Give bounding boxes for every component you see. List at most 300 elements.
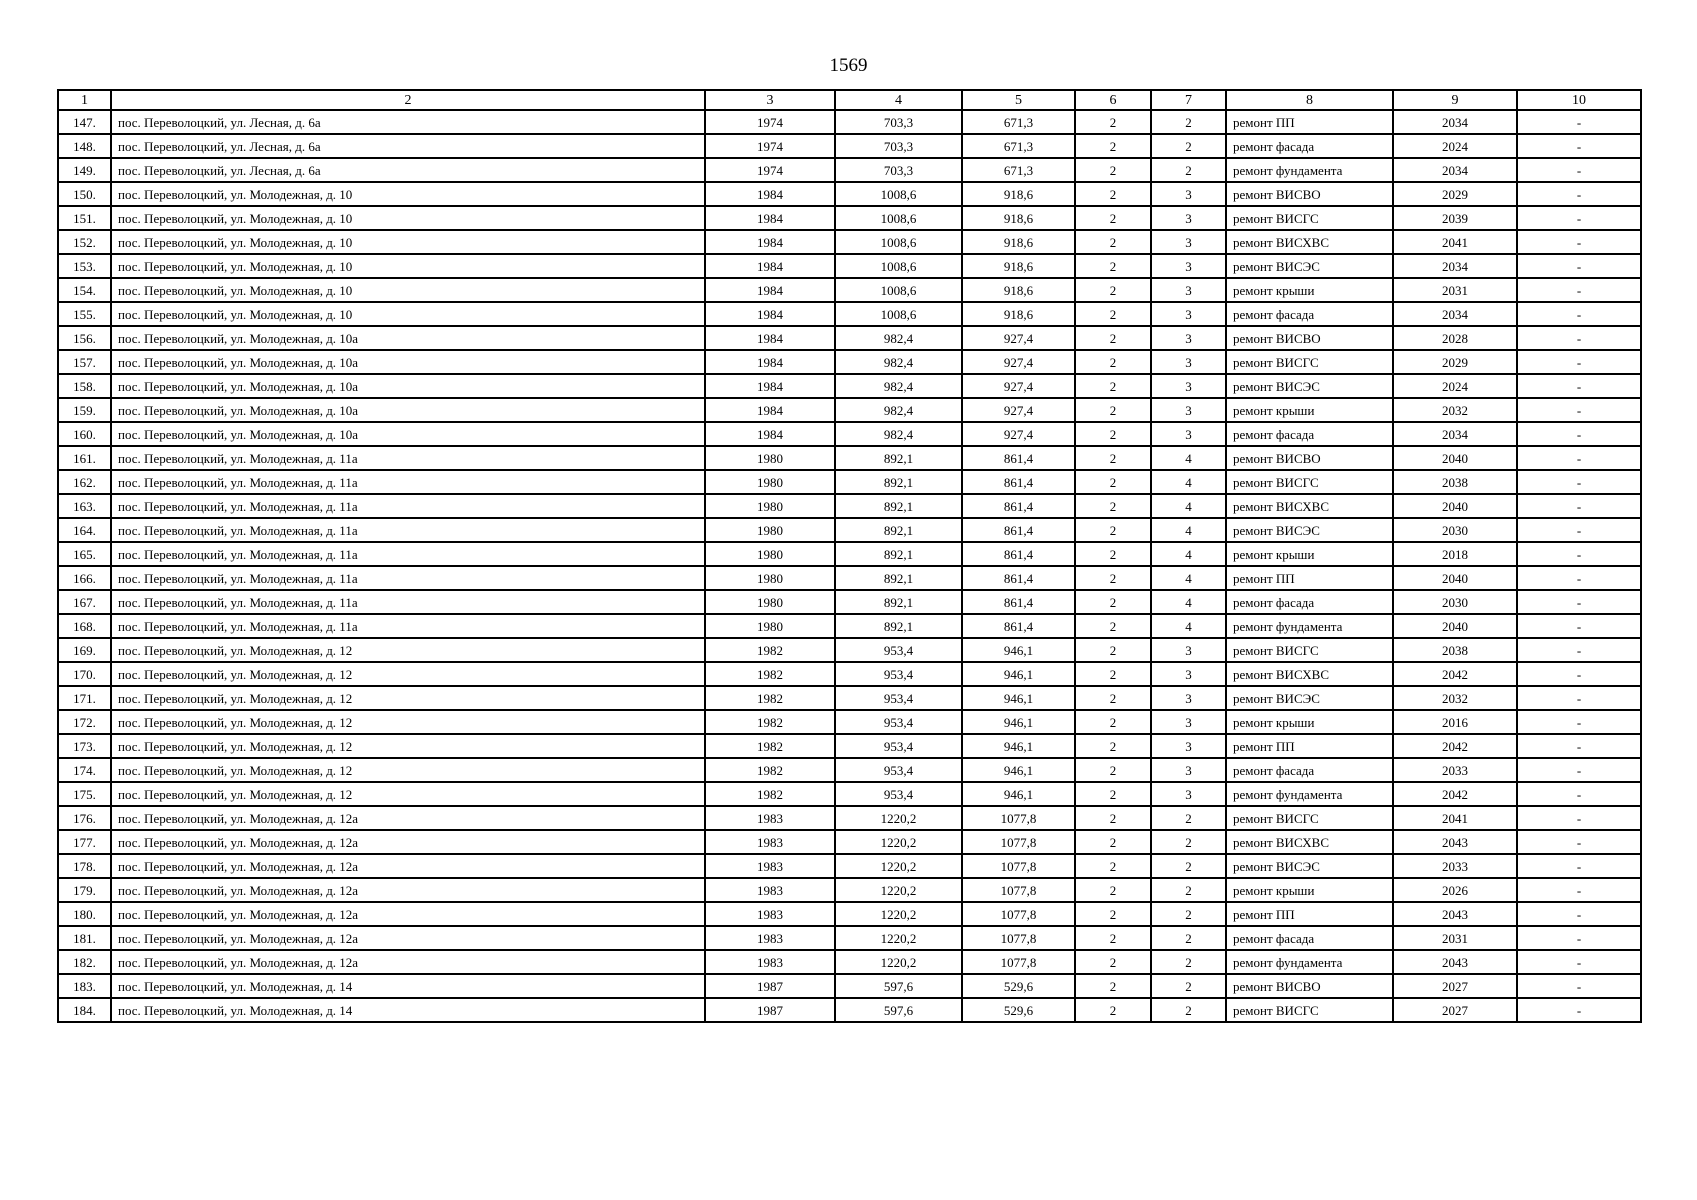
work-type-cell: ремонт ВИСЭС — [1226, 686, 1393, 710]
living-area-cell: 861,4 — [962, 566, 1075, 590]
planned-year-cell: 2028 — [1393, 326, 1517, 350]
work-type-cell: ремонт ВИСХВС — [1226, 230, 1393, 254]
work-type-cell: ремонт крыши — [1226, 398, 1393, 422]
entrances-cell: 3 — [1151, 374, 1226, 398]
floors-cell: 2 — [1075, 878, 1151, 902]
address-cell: пос. Переволоцкий, ул. Молодежная, д. 11а — [111, 614, 705, 638]
floors-cell: 2 — [1075, 782, 1151, 806]
note-cell: - — [1517, 662, 1641, 686]
table-row — [58, 518, 1641, 542]
entrances-cell: 2 — [1151, 830, 1226, 854]
note-cell: - — [1517, 614, 1641, 638]
entrances-cell: 2 — [1151, 926, 1226, 950]
table-body — [58, 110, 1641, 1022]
year-cell: 1984 — [705, 206, 835, 230]
planned-year-cell: 2038 — [1393, 470, 1517, 494]
planned-year-cell: 2042 — [1393, 782, 1517, 806]
work-type-cell: ремонт ВИСГС — [1226, 998, 1393, 1022]
address-cell: пос. Переволоцкий, ул. Молодежная, д. 11а — [111, 518, 705, 542]
planned-year-cell: 2031 — [1393, 926, 1517, 950]
floors-cell: 2 — [1075, 758, 1151, 782]
year-cell: 1980 — [705, 542, 835, 566]
address-cell: пос. Переволоцкий, ул. Молодежная, д. 12 — [111, 758, 705, 782]
row-number-cell: 160. — [58, 422, 111, 446]
year-cell: 1984 — [705, 230, 835, 254]
address-cell: пос. Переволоцкий, ул. Молодежная, д. 12 — [111, 734, 705, 758]
entrances-cell: 3 — [1151, 302, 1226, 326]
work-type-cell: ремонт ВИСЭС — [1226, 374, 1393, 398]
entrances-cell: 2 — [1151, 134, 1226, 158]
note-cell: - — [1517, 182, 1641, 206]
year-cell: 1983 — [705, 854, 835, 878]
address-cell: пос. Переволоцкий, ул. Молодежная, д. 11а — [111, 542, 705, 566]
floors-cell: 2 — [1075, 398, 1151, 422]
row-number-cell: 176. — [58, 806, 111, 830]
note-cell: - — [1517, 230, 1641, 254]
floors-cell: 2 — [1075, 686, 1151, 710]
year-cell: 1983 — [705, 830, 835, 854]
year-cell: 1983 — [705, 806, 835, 830]
floors-cell: 2 — [1075, 230, 1151, 254]
living-area-cell: 927,4 — [962, 374, 1075, 398]
work-type-cell: ремонт ВИСЭС — [1226, 854, 1393, 878]
year-cell: 1980 — [705, 614, 835, 638]
living-area-cell: 861,4 — [962, 518, 1075, 542]
table-row — [58, 878, 1641, 902]
living-area-cell: 927,4 — [962, 422, 1075, 446]
note-cell: - — [1517, 806, 1641, 830]
work-type-cell: ремонт крыши — [1226, 878, 1393, 902]
total-area-cell: 892,1 — [835, 518, 962, 542]
living-area-cell: 861,4 — [962, 494, 1075, 518]
table-row — [58, 974, 1641, 998]
total-area-cell: 953,4 — [835, 758, 962, 782]
entrances-cell: 3 — [1151, 230, 1226, 254]
row-number-cell: 167. — [58, 590, 111, 614]
planned-year-cell: 2033 — [1393, 758, 1517, 782]
note-cell: - — [1517, 686, 1641, 710]
repair-schedule-table — [57, 89, 1642, 1023]
year-cell: 1983 — [705, 950, 835, 974]
year-cell: 1987 — [705, 998, 835, 1022]
living-area-cell: 946,1 — [962, 734, 1075, 758]
living-area-cell: 918,6 — [962, 278, 1075, 302]
note-cell: - — [1517, 878, 1641, 902]
planned-year-cell: 2029 — [1393, 350, 1517, 374]
living-area-cell: 529,6 — [962, 998, 1075, 1022]
floors-cell: 2 — [1075, 998, 1151, 1022]
row-number-cell: 168. — [58, 614, 111, 638]
planned-year-cell: 2042 — [1393, 734, 1517, 758]
floors-cell: 2 — [1075, 446, 1151, 470]
note-cell: - — [1517, 518, 1641, 542]
row-number-cell: 165. — [58, 542, 111, 566]
living-area-cell: 946,1 — [962, 662, 1075, 686]
total-area-cell: 597,6 — [835, 998, 962, 1022]
row-number-cell: 180. — [58, 902, 111, 926]
row-number-cell: 154. — [58, 278, 111, 302]
floors-cell: 2 — [1075, 470, 1151, 494]
living-area-cell: 946,1 — [962, 638, 1075, 662]
year-cell: 1982 — [705, 662, 835, 686]
address-cell: пос. Переволоцкий, ул. Молодежная, д. 10 — [111, 254, 705, 278]
year-cell: 1982 — [705, 734, 835, 758]
planned-year-cell: 2038 — [1393, 638, 1517, 662]
living-area-cell: 927,4 — [962, 398, 1075, 422]
table-row — [58, 734, 1641, 758]
planned-year-cell: 2042 — [1393, 662, 1517, 686]
row-number-cell: 150. — [58, 182, 111, 206]
work-type-cell: ремонт ПП — [1226, 566, 1393, 590]
address-cell: пос. Переволоцкий, ул. Лесная, д. 6а — [111, 158, 705, 182]
floors-cell: 2 — [1075, 542, 1151, 566]
table-row — [58, 422, 1641, 446]
entrances-cell: 3 — [1151, 782, 1226, 806]
planned-year-cell: 2030 — [1393, 590, 1517, 614]
address-cell: пос. Переволоцкий, ул. Молодежная, д. 14 — [111, 998, 705, 1022]
row-number-cell: 170. — [58, 662, 111, 686]
floors-cell: 2 — [1075, 902, 1151, 926]
address-cell: пос. Переволоцкий, ул. Молодежная, д. 10а — [111, 350, 705, 374]
work-type-cell: ремонт крыши — [1226, 278, 1393, 302]
row-number-cell: 164. — [58, 518, 111, 542]
floors-cell: 2 — [1075, 974, 1151, 998]
note-cell: - — [1517, 974, 1641, 998]
work-type-cell: ремонт ВИСВО — [1226, 974, 1393, 998]
note-cell: - — [1517, 710, 1641, 734]
total-area-cell: 1008,6 — [835, 278, 962, 302]
year-cell: 1982 — [705, 782, 835, 806]
table-row — [58, 806, 1641, 830]
total-area-cell: 892,1 — [835, 542, 962, 566]
header-cell-6: 6 — [1075, 90, 1151, 110]
floors-cell: 2 — [1075, 350, 1151, 374]
note-cell: - — [1517, 734, 1641, 758]
table-row — [58, 926, 1641, 950]
address-cell: пос. Переволоцкий, ул. Молодежная, д. 12а — [111, 878, 705, 902]
work-type-cell: ремонт ВИСГС — [1226, 806, 1393, 830]
table-row — [58, 614, 1641, 638]
total-area-cell: 953,4 — [835, 686, 962, 710]
total-area-cell: 982,4 — [835, 398, 962, 422]
work-type-cell: ремонт ВИСГС — [1226, 470, 1393, 494]
year-cell: 1984 — [705, 302, 835, 326]
work-type-cell: ремонт крыши — [1226, 710, 1393, 734]
total-area-cell: 1220,2 — [835, 806, 962, 830]
living-area-cell: 1077,8 — [962, 878, 1075, 902]
floors-cell: 2 — [1075, 494, 1151, 518]
year-cell: 1982 — [705, 710, 835, 734]
floors-cell: 2 — [1075, 374, 1151, 398]
floors-cell: 2 — [1075, 422, 1151, 446]
living-area-cell: 671,3 — [962, 110, 1075, 134]
entrances-cell: 3 — [1151, 398, 1226, 422]
total-area-cell: 892,1 — [835, 446, 962, 470]
table-row — [58, 350, 1641, 374]
total-area-cell: 982,4 — [835, 350, 962, 374]
planned-year-cell: 2040 — [1393, 566, 1517, 590]
note-cell: - — [1517, 134, 1641, 158]
total-area-cell: 703,3 — [835, 158, 962, 182]
row-number-cell: 174. — [58, 758, 111, 782]
year-cell: 1983 — [705, 902, 835, 926]
entrances-cell: 4 — [1151, 590, 1226, 614]
work-type-cell: ремонт фундамента — [1226, 950, 1393, 974]
work-type-cell: ремонт ВИСЭС — [1226, 254, 1393, 278]
row-number-cell: 162. — [58, 470, 111, 494]
entrances-cell: 4 — [1151, 542, 1226, 566]
address-cell: пос. Переволоцкий, ул. Молодежная, д. 10 — [111, 182, 705, 206]
total-area-cell: 953,4 — [835, 782, 962, 806]
year-cell: 1984 — [705, 278, 835, 302]
living-area-cell: 861,4 — [962, 470, 1075, 494]
row-number-cell: 178. — [58, 854, 111, 878]
living-area-cell: 1077,8 — [962, 830, 1075, 854]
table-row — [58, 374, 1641, 398]
table-row — [58, 326, 1641, 350]
floors-cell: 2 — [1075, 950, 1151, 974]
entrances-cell: 3 — [1151, 710, 1226, 734]
work-type-cell: ремонт фундамента — [1226, 782, 1393, 806]
note-cell: - — [1517, 326, 1641, 350]
total-area-cell: 1008,6 — [835, 182, 962, 206]
table-row — [58, 902, 1641, 926]
header-cell-1: 1 — [58, 90, 111, 110]
row-number-cell: 153. — [58, 254, 111, 278]
row-number-cell: 184. — [58, 998, 111, 1022]
planned-year-cell: 2030 — [1393, 518, 1517, 542]
work-type-cell: ремонт ПП — [1226, 902, 1393, 926]
living-area-cell: 861,4 — [962, 446, 1075, 470]
year-cell: 1980 — [705, 470, 835, 494]
total-area-cell: 953,4 — [835, 710, 962, 734]
entrances-cell: 2 — [1151, 974, 1226, 998]
row-number-cell: 149. — [58, 158, 111, 182]
total-area-cell: 1220,2 — [835, 830, 962, 854]
floors-cell: 2 — [1075, 182, 1151, 206]
planned-year-cell: 2027 — [1393, 974, 1517, 998]
table-row — [58, 590, 1641, 614]
total-area-cell: 1220,2 — [835, 878, 962, 902]
address-cell: пос. Переволоцкий, ул. Молодежная, д. 12 — [111, 782, 705, 806]
work-type-cell: ремонт ВИСВО — [1226, 446, 1393, 470]
living-area-cell: 946,1 — [962, 758, 1075, 782]
table-row — [58, 686, 1641, 710]
planned-year-cell: 2016 — [1393, 710, 1517, 734]
work-type-cell: ремонт крыши — [1226, 542, 1393, 566]
row-number-cell: 152. — [58, 230, 111, 254]
note-cell: - — [1517, 638, 1641, 662]
work-type-cell: ремонт фасада — [1226, 926, 1393, 950]
table-row — [58, 254, 1641, 278]
total-area-cell: 892,1 — [835, 566, 962, 590]
table-row — [58, 782, 1641, 806]
floors-cell: 2 — [1075, 278, 1151, 302]
work-type-cell: ремонт фасада — [1226, 134, 1393, 158]
table-row — [58, 398, 1641, 422]
work-type-cell: ремонт фундамента — [1226, 158, 1393, 182]
living-area-cell: 861,4 — [962, 614, 1075, 638]
entrances-cell: 4 — [1151, 494, 1226, 518]
living-area-cell: 946,1 — [962, 782, 1075, 806]
planned-year-cell: 2027 — [1393, 998, 1517, 1022]
living-area-cell: 671,3 — [962, 134, 1075, 158]
living-area-cell: 1077,8 — [962, 854, 1075, 878]
row-number-cell: 151. — [58, 206, 111, 230]
living-area-cell: 927,4 — [962, 350, 1075, 374]
floors-cell: 2 — [1075, 614, 1151, 638]
row-number-cell: 173. — [58, 734, 111, 758]
address-cell: пос. Переволоцкий, ул. Лесная, д. 6а — [111, 134, 705, 158]
floors-cell: 2 — [1075, 830, 1151, 854]
total-area-cell: 892,1 — [835, 614, 962, 638]
note-cell: - — [1517, 926, 1641, 950]
total-area-cell: 1008,6 — [835, 254, 962, 278]
address-cell: пос. Переволоцкий, ул. Молодежная, д. 12 — [111, 710, 705, 734]
floors-cell: 2 — [1075, 710, 1151, 734]
living-area-cell: 1077,8 — [962, 950, 1075, 974]
note-cell: - — [1517, 542, 1641, 566]
floors-cell: 2 — [1075, 734, 1151, 758]
living-area-cell: 671,3 — [962, 158, 1075, 182]
row-number-cell: 156. — [58, 326, 111, 350]
entrances-cell: 3 — [1151, 350, 1226, 374]
total-area-cell: 982,4 — [835, 326, 962, 350]
address-cell: пос. Переволоцкий, ул. Молодежная, д. 12а — [111, 854, 705, 878]
floors-cell: 2 — [1075, 926, 1151, 950]
total-area-cell: 1008,6 — [835, 302, 962, 326]
entrances-cell: 3 — [1151, 278, 1226, 302]
year-cell: 1984 — [705, 254, 835, 278]
living-area-cell: 918,6 — [962, 302, 1075, 326]
living-area-cell: 927,4 — [962, 326, 1075, 350]
address-cell: пос. Переволоцкий, ул. Молодежная, д. 11а — [111, 590, 705, 614]
entrances-cell: 3 — [1151, 422, 1226, 446]
planned-year-cell: 2040 — [1393, 494, 1517, 518]
note-cell: - — [1517, 494, 1641, 518]
total-area-cell: 703,3 — [835, 110, 962, 134]
floors-cell: 2 — [1075, 854, 1151, 878]
year-cell: 1974 — [705, 134, 835, 158]
address-cell: пос. Переволоцкий, ул. Молодежная, д. 10а — [111, 422, 705, 446]
work-type-cell: ремонт ВИСХВС — [1226, 494, 1393, 518]
row-number-cell: 172. — [58, 710, 111, 734]
address-cell: пос. Переволоцкий, ул. Молодежная, д. 11а — [111, 566, 705, 590]
address-cell: пос. Переволоцкий, ул. Молодежная, д. 12 — [111, 662, 705, 686]
table-row — [58, 758, 1641, 782]
living-area-cell: 946,1 — [962, 686, 1075, 710]
address-cell: пос. Переволоцкий, ул. Молодежная, д. 12а — [111, 950, 705, 974]
address-cell: пос. Переволоцкий, ул. Молодежная, д. 12а — [111, 926, 705, 950]
table-row — [58, 302, 1641, 326]
year-cell: 1974 — [705, 110, 835, 134]
total-area-cell: 1220,2 — [835, 950, 962, 974]
note-cell: - — [1517, 422, 1641, 446]
year-cell: 1984 — [705, 422, 835, 446]
row-number-cell: 155. — [58, 302, 111, 326]
floors-cell: 2 — [1075, 518, 1151, 542]
note-cell: - — [1517, 206, 1641, 230]
table-row — [58, 470, 1641, 494]
total-area-cell: 892,1 — [835, 590, 962, 614]
floors-cell: 2 — [1075, 302, 1151, 326]
planned-year-cell: 2039 — [1393, 206, 1517, 230]
year-cell: 1980 — [705, 494, 835, 518]
table-row — [58, 158, 1641, 182]
living-area-cell: 946,1 — [962, 710, 1075, 734]
entrances-cell: 4 — [1151, 446, 1226, 470]
table-row — [58, 830, 1641, 854]
planned-year-cell: 2029 — [1393, 182, 1517, 206]
planned-year-cell: 2041 — [1393, 230, 1517, 254]
entrances-cell: 3 — [1151, 326, 1226, 350]
row-number-cell: 148. — [58, 134, 111, 158]
total-area-cell: 982,4 — [835, 422, 962, 446]
entrances-cell: 4 — [1151, 614, 1226, 638]
note-cell: - — [1517, 398, 1641, 422]
living-area-cell: 1077,8 — [962, 902, 1075, 926]
planned-year-cell: 2034 — [1393, 254, 1517, 278]
note-cell: - — [1517, 470, 1641, 494]
table-row — [58, 230, 1641, 254]
row-number-cell: 159. — [58, 398, 111, 422]
living-area-cell: 918,6 — [962, 230, 1075, 254]
floors-cell: 2 — [1075, 590, 1151, 614]
living-area-cell: 529,6 — [962, 974, 1075, 998]
living-area-cell: 1077,8 — [962, 926, 1075, 950]
total-area-cell: 703,3 — [835, 134, 962, 158]
note-cell: - — [1517, 302, 1641, 326]
year-cell: 1980 — [705, 446, 835, 470]
table-row — [58, 854, 1641, 878]
planned-year-cell: 2032 — [1393, 686, 1517, 710]
planned-year-cell: 2033 — [1393, 854, 1517, 878]
address-cell: пос. Переволоцкий, ул. Молодежная, д. 12а — [111, 806, 705, 830]
address-cell: пос. Переволоцкий, ул. Молодежная, д. 10 — [111, 278, 705, 302]
work-type-cell: ремонт фундамента — [1226, 614, 1393, 638]
entrances-cell: 4 — [1151, 470, 1226, 494]
living-area-cell: 918,6 — [962, 206, 1075, 230]
row-number-cell: 171. — [58, 686, 111, 710]
year-cell: 1974 — [705, 158, 835, 182]
address-cell: пос. Переволоцкий, ул. Молодежная, д. 12 — [111, 638, 705, 662]
year-cell: 1980 — [705, 590, 835, 614]
total-area-cell: 1220,2 — [835, 926, 962, 950]
living-area-cell: 1077,8 — [962, 806, 1075, 830]
table-row — [58, 446, 1641, 470]
work-type-cell: ремонт ВИСХВС — [1226, 830, 1393, 854]
planned-year-cell: 2018 — [1393, 542, 1517, 566]
header-cell-9: 9 — [1393, 90, 1517, 110]
note-cell: - — [1517, 158, 1641, 182]
planned-year-cell: 2043 — [1393, 950, 1517, 974]
total-area-cell: 1008,6 — [835, 206, 962, 230]
row-number-cell: 181. — [58, 926, 111, 950]
table-header-row — [58, 90, 1641, 110]
entrances-cell: 2 — [1151, 902, 1226, 926]
planned-year-cell: 2032 — [1393, 398, 1517, 422]
floors-cell: 2 — [1075, 134, 1151, 158]
floors-cell: 2 — [1075, 254, 1151, 278]
work-type-cell: ремонт фасада — [1226, 590, 1393, 614]
year-cell: 1984 — [705, 326, 835, 350]
row-number-cell: 166. — [58, 566, 111, 590]
table-row — [58, 134, 1641, 158]
planned-year-cell: 2024 — [1393, 134, 1517, 158]
total-area-cell: 1220,2 — [835, 854, 962, 878]
work-type-cell: ремонт ВИСХВС — [1226, 662, 1393, 686]
note-cell: - — [1517, 446, 1641, 470]
